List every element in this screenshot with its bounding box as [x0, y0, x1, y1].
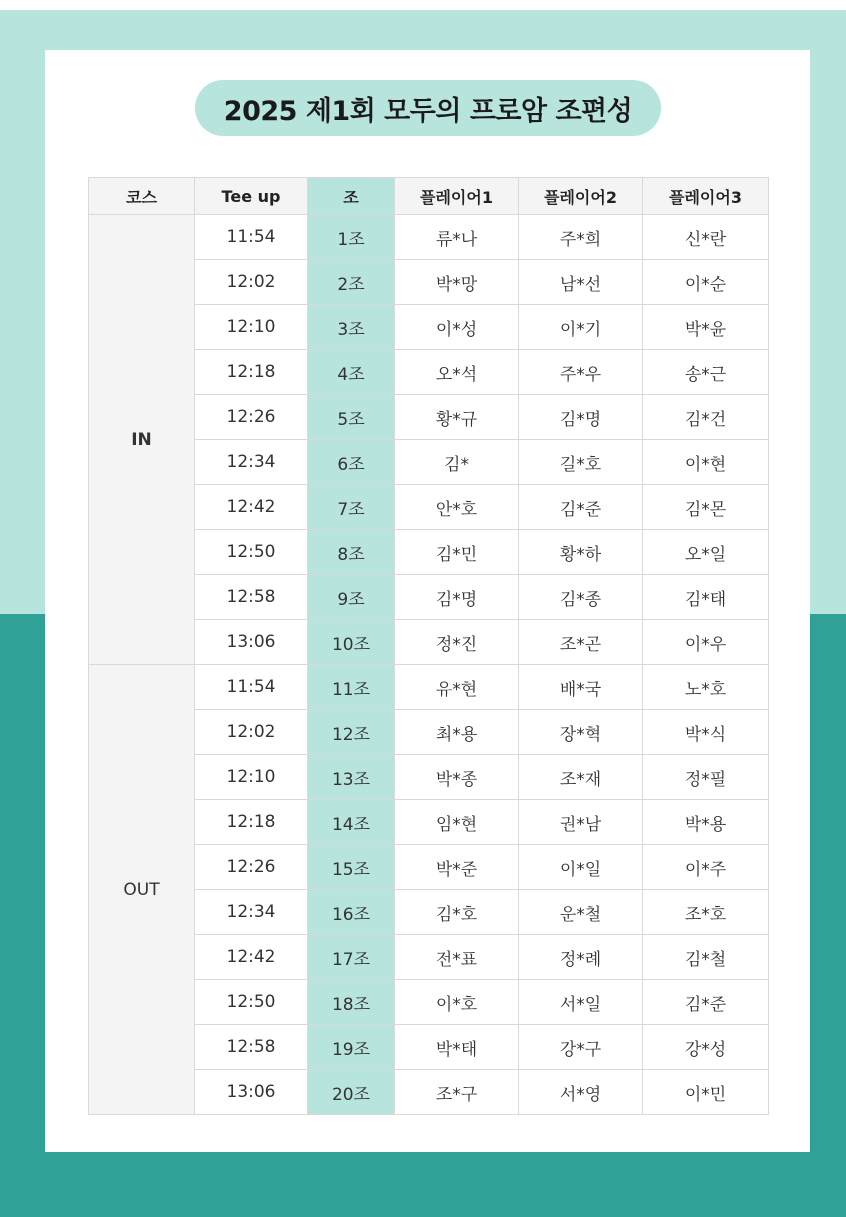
course-cell: IN: [89, 215, 195, 665]
tee-time-cell: 12:42: [195, 935, 308, 980]
page-title: 2025 제1회 모두의 프로암 조편성: [195, 80, 661, 136]
player2-cell: 황*하: [519, 530, 643, 575]
player2-cell: 서*일: [519, 980, 643, 1025]
group-cell: 15조: [308, 845, 395, 890]
group-cell: 20조: [308, 1070, 395, 1115]
table-row: [89, 665, 769, 710]
header-group: 조: [308, 178, 395, 215]
player2-cell: 이*일: [519, 845, 643, 890]
player2-cell: 김*명: [519, 395, 643, 440]
player3-cell: 이*현: [643, 440, 769, 485]
header-course: 코스: [89, 178, 195, 215]
player1-cell: 박*준: [395, 845, 519, 890]
player2-cell: 남*선: [519, 260, 643, 305]
player3-cell: 정*필: [643, 755, 769, 800]
tee-time-cell: 12:18: [195, 800, 308, 845]
course-cell: OUT: [89, 665, 195, 1115]
table-row: [89, 215, 769, 260]
tee-time-cell: 12:34: [195, 440, 308, 485]
player1-cell: 김*명: [395, 575, 519, 620]
player1-cell: 정*진: [395, 620, 519, 665]
player2-cell: 주*우: [519, 350, 643, 395]
tee-time-cell: 12:26: [195, 395, 308, 440]
tee-time-cell: 11:54: [195, 665, 308, 710]
player3-cell: 이*순: [643, 260, 769, 305]
group-cell: 4조: [308, 350, 395, 395]
group-cell: 19조: [308, 1025, 395, 1070]
player2-cell: 김*준: [519, 485, 643, 530]
player3-cell: 김*태: [643, 575, 769, 620]
player1-cell: 오*석: [395, 350, 519, 395]
player1-cell: 박*종: [395, 755, 519, 800]
player3-cell: 이*민: [643, 1070, 769, 1115]
group-cell: 13조: [308, 755, 395, 800]
tee-time-cell: 12:58: [195, 1025, 308, 1070]
player3-cell: 강*성: [643, 1025, 769, 1070]
player3-cell: 송*근: [643, 350, 769, 395]
player2-cell: 배*국: [519, 665, 643, 710]
group-cell: 12조: [308, 710, 395, 755]
player1-cell: 김*: [395, 440, 519, 485]
tee-time-cell: 12:18: [195, 350, 308, 395]
group-cell: 11조: [308, 665, 395, 710]
player3-cell: 박*식: [643, 710, 769, 755]
player2-cell: 서*영: [519, 1070, 643, 1115]
tee-time-cell: 12:02: [195, 260, 308, 305]
group-cell: 6조: [308, 440, 395, 485]
player2-cell: 강*구: [519, 1025, 643, 1070]
group-cell: 9조: [308, 575, 395, 620]
player2-cell: 주*희: [519, 215, 643, 260]
player1-cell: 전*표: [395, 935, 519, 980]
player1-cell: 안*호: [395, 485, 519, 530]
group-cell: 10조: [308, 620, 395, 665]
tee-time-cell: 12:10: [195, 305, 308, 350]
player1-cell: 유*현: [395, 665, 519, 710]
player1-cell: 김*호: [395, 890, 519, 935]
player1-cell: 임*현: [395, 800, 519, 845]
tee-time-cell: 12:50: [195, 980, 308, 1025]
tee-time-cell: 13:06: [195, 1070, 308, 1115]
player1-cell: 최*용: [395, 710, 519, 755]
group-cell: 3조: [308, 305, 395, 350]
player3-cell: 이*주: [643, 845, 769, 890]
group-cell: 17조: [308, 935, 395, 980]
player2-cell: 조*곤: [519, 620, 643, 665]
player2-cell: 운*철: [519, 890, 643, 935]
group-cell: 16조: [308, 890, 395, 935]
player1-cell: 박*망: [395, 260, 519, 305]
player3-cell: 김*건: [643, 395, 769, 440]
tee-time-cell: 13:06: [195, 620, 308, 665]
group-cell: 18조: [308, 980, 395, 1025]
player2-cell: 이*기: [519, 305, 643, 350]
player2-cell: 권*남: [519, 800, 643, 845]
group-cell: 2조: [308, 260, 395, 305]
player3-cell: 조*호: [643, 890, 769, 935]
header-player1: 플레이어1: [395, 178, 519, 215]
header-player3: 플레이어3: [643, 178, 769, 215]
player2-cell: 조*재: [519, 755, 643, 800]
player2-cell: 김*종: [519, 575, 643, 620]
player3-cell: 박*용: [643, 800, 769, 845]
player1-cell: 황*규: [395, 395, 519, 440]
player3-cell: 신*란: [643, 215, 769, 260]
tee-time-cell: 11:54: [195, 215, 308, 260]
group-cell: 7조: [308, 485, 395, 530]
tee-time-cell: 12:10: [195, 755, 308, 800]
group-cell: 8조: [308, 530, 395, 575]
header-player2: 플레이어2: [519, 178, 643, 215]
player1-cell: 조*구: [395, 1070, 519, 1115]
schedule-card: [45, 50, 810, 1152]
tee-time-cell: 12:58: [195, 575, 308, 620]
player1-cell: 김*민: [395, 530, 519, 575]
player2-cell: 길*호: [519, 440, 643, 485]
tee-time-cell: 12:26: [195, 845, 308, 890]
schedule-table: [88, 177, 769, 1115]
group-cell: 5조: [308, 395, 395, 440]
tee-time-cell: 12:02: [195, 710, 308, 755]
table-body: [89, 215, 769, 1115]
player3-cell: 김*철: [643, 935, 769, 980]
player1-cell: 류*나: [395, 215, 519, 260]
player3-cell: 김*준: [643, 980, 769, 1025]
player1-cell: 박*태: [395, 1025, 519, 1070]
tee-time-cell: 12:42: [195, 485, 308, 530]
tee-time-cell: 12:50: [195, 530, 308, 575]
table-header-row: [89, 178, 769, 215]
player1-cell: 이*호: [395, 980, 519, 1025]
player3-cell: 노*호: [643, 665, 769, 710]
group-cell: 1조: [308, 215, 395, 260]
player3-cell: 김*몬: [643, 485, 769, 530]
header-tee-up: Tee up: [195, 178, 308, 215]
player1-cell: 이*성: [395, 305, 519, 350]
player3-cell: 이*우: [643, 620, 769, 665]
player2-cell: 장*혁: [519, 710, 643, 755]
player2-cell: 정*례: [519, 935, 643, 980]
group-cell: 14조: [308, 800, 395, 845]
player3-cell: 박*윤: [643, 305, 769, 350]
tee-time-cell: 12:34: [195, 890, 308, 935]
player3-cell: 오*일: [643, 530, 769, 575]
